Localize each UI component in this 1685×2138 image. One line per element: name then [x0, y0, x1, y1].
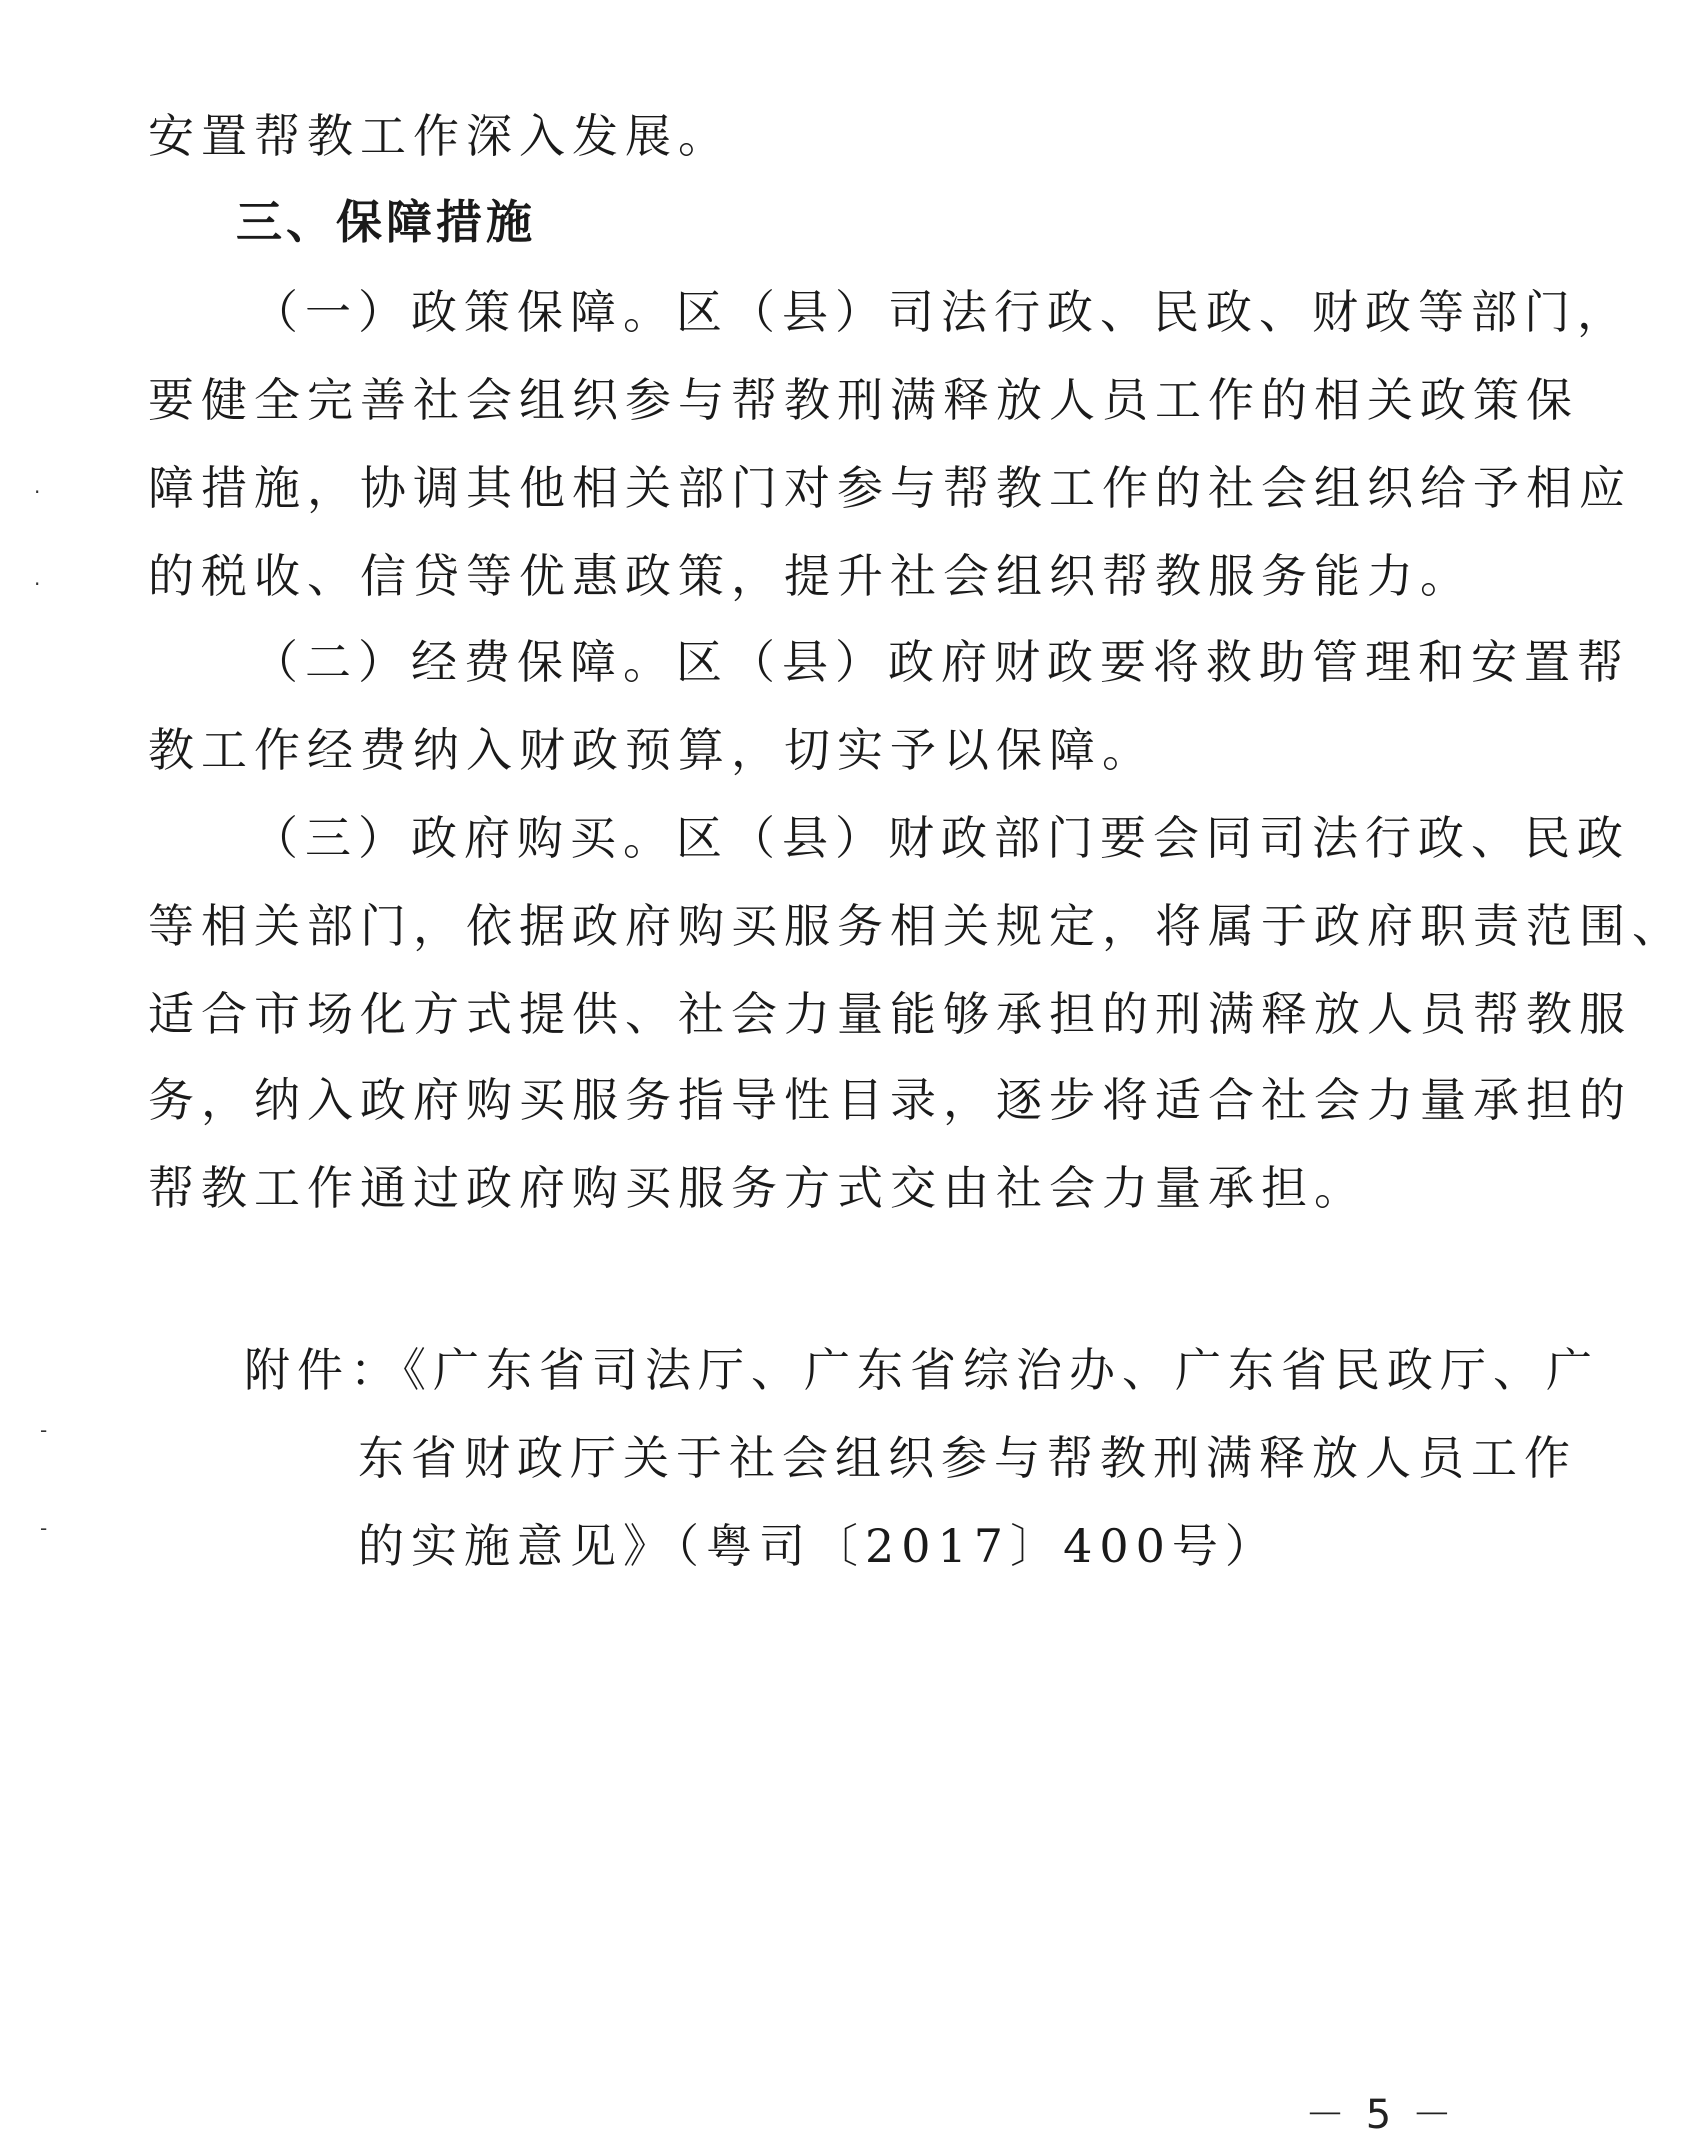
paragraph-line: 障措施，协调其他相关部门对参与帮教工作的社会组织给予相应 [148, 461, 1632, 515]
paragraph-line: （一）政策保障。区（县）司法行政、民政、财政等部门， [252, 285, 1630, 339]
paragraph-line: 务，纳入政府购买服务指导性目录，逐步将适合社会力量承担的 [148, 1073, 1632, 1127]
attachment-line: 的实施意见》（粤司〔2017〕400号） [358, 1519, 1278, 1573]
paragraph-line: （二）经费保障。区（县）政府财政要将救助管理和安置帮 [252, 635, 1630, 689]
paragraph-line: （三）政府购买。区（县）财政部门要会同司法行政、民政 [252, 811, 1630, 865]
paragraph-line: 适合市场化方式提供、社会力量能够承担的刑满释放人员帮教服 [148, 987, 1632, 1041]
paragraph-line: 安置帮教工作深入发展。 [148, 109, 731, 163]
scan-mark: - [40, 1418, 48, 1442]
paragraph-line: 帮教工作通过政府购买服务方式交由社会力量承担。 [148, 1161, 1367, 1215]
paragraph-line: 等相关部门，依据政府购买服务相关规定，将属于政府职责范围、 [148, 899, 1685, 953]
attachment-line: 东省财政厅关于社会组织参与帮教刑满释放人员工作 [358, 1431, 1577, 1485]
scan-mark: · [34, 480, 41, 504]
paragraph-line: 教工作经费纳入财政预算，切实予以保障。 [148, 723, 1155, 777]
section-heading: 三、保障措施 [236, 195, 536, 249]
paragraph-line: 的税收、信贷等优惠政策，提升社会组织帮教服务能力。 [148, 549, 1473, 603]
scan-mark: - [40, 1516, 48, 1540]
attachment-line: 附件：《广东省司法厅、广东省综治办、广东省民政厅、广 [244, 1343, 1599, 1397]
page-number: － 5 － [1305, 2092, 1456, 2138]
paragraph-line: 要健全完善社会组织参与帮教刑满释放人员工作的相关政策保 [148, 373, 1579, 427]
scan-mark: · [34, 572, 41, 596]
